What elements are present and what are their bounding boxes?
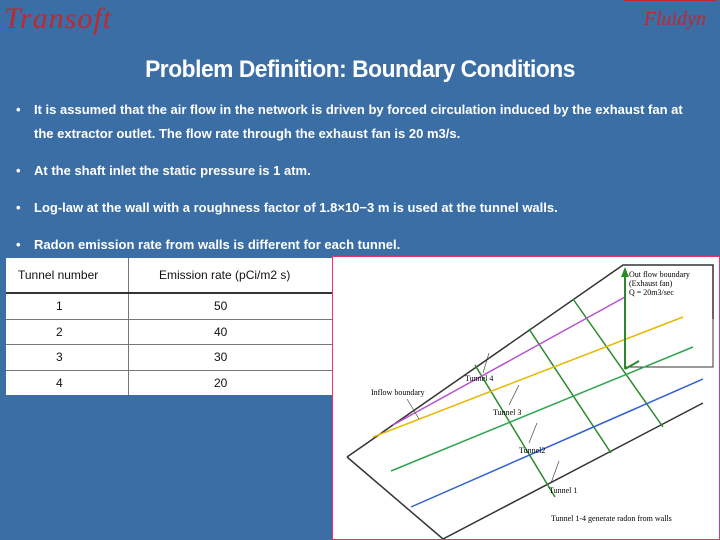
- page-title: Problem Definition: Boundary Conditions: [145, 56, 575, 83]
- label-tunnel-1: Tunnel 1: [549, 486, 578, 495]
- table-row: [6, 293, 359, 319]
- label-tunnel-4: Tunnel 4: [465, 374, 494, 383]
- label-tunnel-3: Tunnel 3: [493, 408, 522, 417]
- label-outflow: Q = 20m3/sec: [629, 288, 674, 297]
- label-tunnel-2: Tunnel2: [519, 446, 546, 455]
- cell-tunnel: 1: [6, 293, 129, 319]
- emission-table: [6, 258, 359, 395]
- leader-line: [483, 353, 489, 373]
- table-row: [6, 319, 359, 345]
- frame-outline: [625, 319, 713, 367]
- label-outflow: (Exhaust fan): [629, 279, 673, 288]
- bullet-item: • At the shaft inlet the static pressure is 1 atm.: [14, 159, 704, 183]
- cross-tunnel: [529, 329, 611, 453]
- label-note: Tunnel 1-4 generate radon from walls: [551, 514, 672, 523]
- table-row: [6, 370, 359, 395]
- table-row: [6, 345, 359, 371]
- cell-rate: 40: [129, 319, 360, 345]
- bullet-item: • Log-law at the wall with a roughness factor of 1.8×10−3 m is used at the tunnel walls.: [14, 196, 704, 220]
- leader-line: [509, 385, 519, 405]
- tunnel-3-line: [373, 317, 683, 437]
- arrow-up-icon: [621, 267, 629, 277]
- cell-tunnel: 3: [6, 345, 129, 371]
- bullet-item: • Radon emission rate from walls is different for each tunnel.: [14, 233, 704, 257]
- header-emission-rate: Emission rate (pCi/m2 s): [129, 258, 360, 293]
- cell-rate: 30: [129, 345, 360, 371]
- cell-rate: 50: [129, 293, 360, 319]
- tunnel-4-line: [393, 297, 625, 425]
- table-header-row: [6, 258, 359, 293]
- fluidyn-logo: [624, 0, 716, 44]
- header-tunnel-number: Tunnel number: [6, 258, 129, 293]
- cell-rate: 20: [214, 375, 228, 390]
- transoft-logo: Transoft: [4, 2, 113, 35]
- label-outflow: Out flow boundary: [629, 270, 690, 279]
- cell-tunnel: 2: [6, 319, 129, 345]
- leader-line: [529, 423, 537, 443]
- bullet-item: • It is assumed that the air flow in the network is driven by forced circulation induced by the exhaust fan at the extractor outlet. The flow rate through the exhaust fan is 20 m3/s.: [14, 98, 704, 146]
- fluidyn-logo-text: Fluidyn: [643, 8, 706, 30]
- outflow-shaft: [625, 361, 639, 369]
- bullet-list: [14, 98, 704, 270]
- cell-tunnel: 4: [6, 370, 129, 395]
- label-inflow: Inflow boundary: [371, 388, 425, 397]
- tunnel-network-diagram: [332, 256, 720, 540]
